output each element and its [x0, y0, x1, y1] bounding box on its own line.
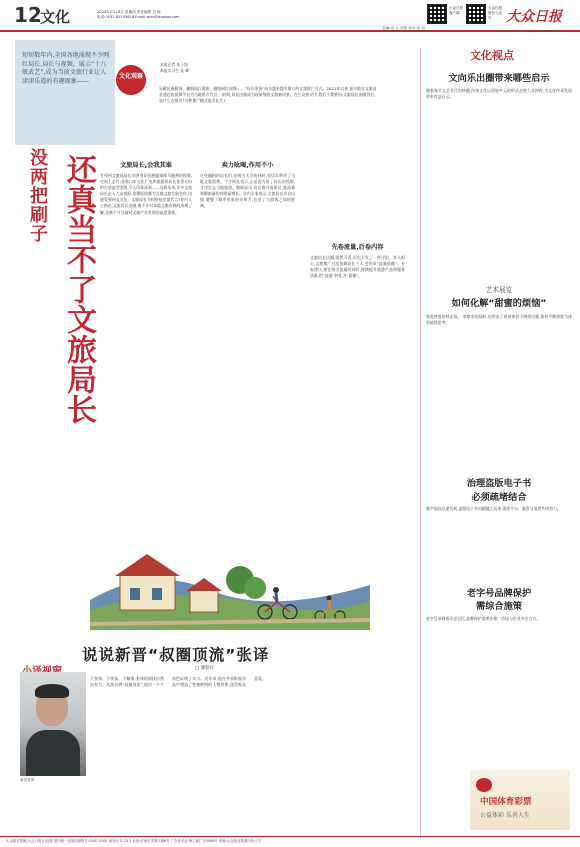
right-article3-title2: 必须疏堵结合 [471, 492, 527, 503]
portrait-body [26, 730, 80, 776]
right-article4-text: 老字号承载着历史记忆,品牌保护需要法律、市场与企业多方合力。 [426, 616, 541, 621]
ad-title: 中国体育彩票 [480, 797, 532, 807]
qr-code-icon [427, 4, 447, 24]
column-1 [100, 160, 192, 216]
lead-paragraph: 穿戴民族服饰、翻唱流行歌曲、翻拍网红视频……“局长带货”成为越来越多地方的文旅推广方式。2022年以来,很多地方文旅局长通过短视频平台为当地景点代言,一时间,局长出圈成为现象级的文旅新风景。在公众热议中,我们不禁要问:文旅局长出圈背后,是什么在推动?这种推广模式能否长久? [159, 86, 377, 104]
byline [160, 62, 220, 74]
column-3 [310, 242, 405, 279]
byline-reporter: 本报记者 朱子钰 [160, 62, 188, 67]
right-article4-title2: 需综合施策 [476, 601, 522, 612]
culture-observation-badge: 文化观察 [116, 65, 146, 95]
column-text: 甘孜州文旅局局长刘洪身穿民族服饰跨马驰骋的视频,在网上走红;张家口市文化广电和旅游局局长张菁夫妇的古装造型美照,令人印象深刻……近两年来,许多文旅局长走入大众视野,拍摄短视频为当地文旅发展宣传,迅速受到网友关注。文旅局长为何纷纷出镜代言?业内人士指出,文旅局长出圈,离不开对本地文旅资源的深刻了解,也离不开当地对文旅产业发展的高度重视。 [100, 173, 192, 215]
right-tag: 文化视点 [470, 49, 514, 62]
newspaper-masthead: 大众日报 [506, 9, 562, 25]
header-meta [97, 10, 357, 20]
column-2 [200, 160, 295, 210]
qr-caption: 大众日报 微信公众号 [488, 6, 502, 20]
column-text: 这些圈粉的局长们,在吸引关注的同时,也切实带动了当地文旅消费。不少网友表示,正是因为看了局长的视频,才决定去当地旅游。数据显示,局长推介的景区,客流量和搜索量均有明显增长。业内专家表示,文旅局长亲自出镜,增强了城市形象的亲和力,拉近了与游客之间的距离。 [200, 173, 295, 209]
intro-text: 短短数年内,全国各地涌现不少网红局长,局长与视频、展示“十八般武艺”,成为当前文旅行业让人津津乐道的有趣现象—— [22, 52, 110, 85]
column-heading: 先卷流量,后卷内容 [331, 244, 384, 251]
header-date-line: 2023年2月23日 星期四 责任编辑 吕 栋 [97, 10, 161, 14]
qr-caption: 大众日报 客户端 [449, 6, 463, 15]
right-article2-kicker: 艺术展览 [485, 286, 513, 294]
page-number: 12 [14, 3, 42, 27]
right-article1-text: 随着春节文艺节目的热播,传统文化以更加多元的形式走进大众视野,为文化传承发展带来有益启示。 [426, 88, 572, 100]
right-article3-text: 数字阅读迅速发展,盗版电子书问题随之而来,需要平台、监管与读者共同努力。 [426, 506, 561, 511]
right-article2-text: 展览热度持续走高,一票难求的同时,也带来了观展体验下降等问题,如何平衡热度与体验值得思考。 [426, 314, 572, 326]
lottery-logo-icon [476, 778, 492, 792]
section-title: 文化 [40, 8, 71, 26]
ad-subtitle: 公益体彩 乐善人生 [480, 812, 530, 819]
article2-title: 说说新晋“叔圈顶流”张译 [82, 646, 270, 664]
qr-code-icon [466, 4, 486, 24]
column-text: 文旅局长出圈,固然可喜,但也引发了一些讨论。有人担心,文旅推广过度依赖局长个人,会形成“流量依赖”。专家建议,要在吸引流量的同时,持续提升旅游产品和服务质量,把“流量”转化为“留量”。 [310, 255, 405, 279]
right-article3-title: 治理盗版电子书 [466, 478, 532, 489]
portrait-hair [35, 684, 69, 698]
editor-line: 美编:梁 玉 刘慧 校对:党 岩 [382, 26, 425, 30]
right-column [420, 48, 576, 838]
column-heading: 卖力吆喝,作用不小 [221, 162, 274, 169]
right-article4-title: 老字号品牌保护 [466, 588, 532, 599]
header-contact-line: 电话:0531-85193618 Email:wlzx@dzwww.com [97, 15, 180, 19]
article2-text: 不张扬、不炫技、不煽情,张译的演技自然而有力。从演员到“叔圈顶流”,他用一个个角色证明了实力。近年来,他在多部影视作品中塑造了性格鲜明的人物形象,深受观众喜爱。 [90, 676, 266, 688]
right-article2-title: 如何化解“甜蜜的烦恼” [451, 298, 547, 309]
right-article1-title: 文向乐出圈带来哪些启示 [448, 73, 550, 84]
headline-main: 还真当不了文旅局长 [61, 154, 96, 424]
footer-text: 大众报业集团(大众日报社)出版 国内统一连续出版物号:CN37-0001 邮发代号:23-1 社址:济南市泺源大街6号 广告许可证:鲁工商广字0006号 印刷:大众报业集团印务公司 [6, 839, 261, 843]
village-illustration [90, 540, 370, 630]
column-heading: 文旅局长,会我其谁 [120, 162, 172, 169]
byline-intern: 本报实习生 张 峰 [160, 68, 189, 73]
article2-byline: □ 潘春玲 [195, 666, 214, 671]
photo-caption: 演员张译 [20, 778, 35, 782]
headline-sub: 没两把刷子 [27, 148, 48, 243]
